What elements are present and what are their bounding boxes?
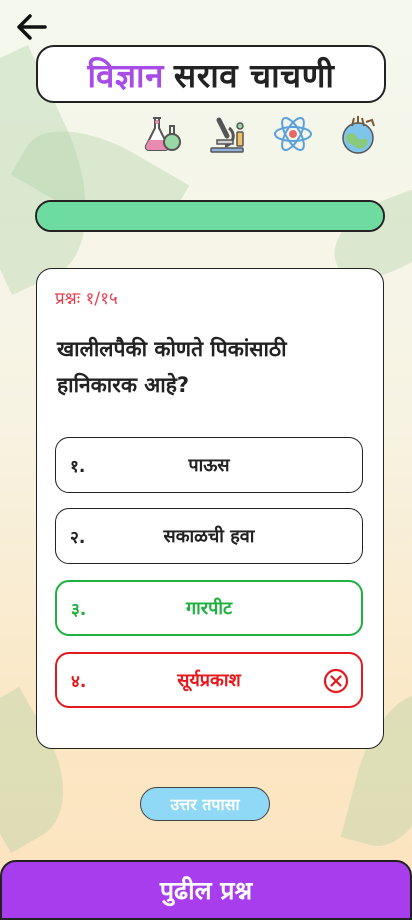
back-button[interactable] xyxy=(14,10,48,44)
question-text: खालीलपैकी कोणते पिकांसाठी हानिकारक आहे? xyxy=(57,337,287,397)
option-1[interactable] xyxy=(55,437,363,493)
question-number: प्रश्नः १/१५ xyxy=(55,289,118,309)
progress-bar xyxy=(35,200,385,232)
option-label: पाऊस xyxy=(188,455,230,476)
option-number: ४. xyxy=(71,671,87,692)
question-card xyxy=(36,268,384,749)
option-2[interactable] xyxy=(55,508,363,564)
page-title xyxy=(36,45,386,103)
next-question-button[interactable]: पुढील प्रश्न xyxy=(0,860,412,920)
option-3[interactable] xyxy=(55,580,363,636)
option-number: २. xyxy=(70,527,86,548)
option-4[interactable] xyxy=(55,652,363,708)
flasks-icon xyxy=(140,112,184,156)
option-label: गारपीट xyxy=(185,598,233,619)
option-number: ३. xyxy=(71,599,87,620)
wrong-answer-icon xyxy=(323,668,349,694)
title-rest: सराव चाचणी xyxy=(173,55,335,95)
back-arrow-icon xyxy=(15,13,47,41)
option-number: १. xyxy=(70,456,86,477)
science-icons-row xyxy=(140,112,380,156)
earth-icon xyxy=(336,112,380,156)
title-accent-word: विज्ञान xyxy=(87,55,164,95)
option-label: सूर्यप्रकाश xyxy=(177,670,241,691)
progress-fill xyxy=(37,202,383,230)
option-label: सकाळची हवा xyxy=(163,526,255,547)
microscope-icon xyxy=(205,112,249,156)
check-answer-button[interactable]: उत्तर तपासा xyxy=(140,787,270,821)
atom-icon xyxy=(271,112,315,156)
